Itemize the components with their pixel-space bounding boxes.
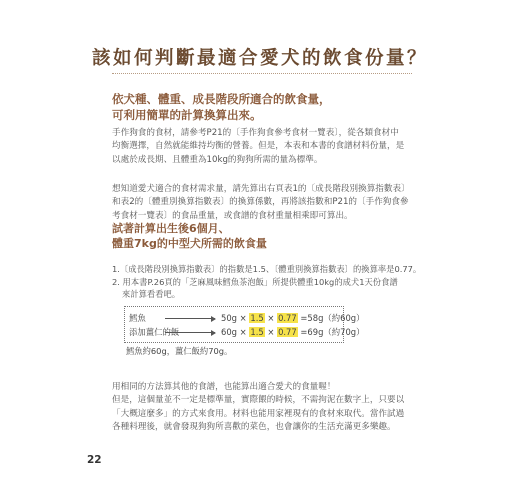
intro-subtitle — [112, 91, 422, 123]
calc-row-formula — [221, 326, 364, 338]
paragraph-closing — [112, 381, 422, 435]
times-sign: × — [239, 327, 247, 337]
paragraph-ingredients — [112, 127, 422, 167]
paragraph-line: 想知道愛犬適合的食材需求量，請先算出右頁表1的〔成長階段別換算指數表〕 — [112, 184, 410, 194]
calculation-steps — [112, 263, 432, 301]
page-number: 22 — [87, 454, 102, 466]
example-subtitle-line: 試著計算出生後6個月、 — [112, 222, 230, 235]
intro-subtitle-line: 可利用簡單的計算換算出來。 — [112, 108, 262, 122]
calc-result: =58g（約60g） — [300, 313, 365, 323]
paragraph-line: 各種料理後，就會發現狗狗所喜歡的菜色，也會讓你的生活充滿更多樂趣。 — [112, 422, 396, 433]
times-sign: × — [239, 313, 247, 323]
calc-base: 60g — [221, 327, 237, 337]
weight-factor: 0.77 — [278, 313, 297, 323]
calc-row-formula — [221, 312, 364, 324]
calc-row-rice — [125, 326, 365, 338]
paragraph-line: 考食材一覽表〕的食品重量，或食譜的食材重量相乘即可算出。 — [112, 210, 353, 221]
weight-factor: 0.77 — [278, 327, 297, 337]
arrow-icon — [165, 318, 215, 319]
growth-factor: 1.5 — [250, 313, 264, 323]
example-subtitle — [112, 221, 422, 251]
paragraph-line: 但是，這個量並不一定是標準量，實際餵的時候，不需拘泥在數字上，只要以 — [112, 395, 405, 406]
growth-factor: 1.5 — [250, 327, 264, 337]
calc-row-fish — [125, 312, 365, 324]
calc-summary: 鱈魚約60g，薑仁飯約70g。 — [126, 346, 233, 356]
times-sign: × — [267, 313, 275, 323]
paragraph-line: 手作狗食的食材，請參考P21的〔手作狗食參考食材一覽表〕，從各類食材中 — [112, 128, 399, 138]
calc-base: 50g — [221, 313, 237, 323]
page-title: 該如何判斷最適合愛犬的飲食份量？ — [91, 48, 428, 69]
step-2-continued: 來計算看看吧。 — [122, 289, 181, 299]
step-2: 2. 用本書P.26頁的「芝麻風味鱈魚茶泡飯」所提供體重10kg的成犬1天份食譜 — [112, 276, 398, 287]
paragraph-line: 和表2的〔體重別換算指數表〕的換算係數，再將該指數和P21的〔手作狗食參 — [112, 197, 409, 208]
calc-row-label: 添加薑仁的飯 — [129, 327, 180, 337]
intro-subtitle-line: 依犬種、體重、成長階段所適合的飲食量， — [112, 92, 331, 106]
paragraph-line: 均衡選擇，自然就能維持均衡的營養。但是，本表和本書的食譜材料份量，是 — [112, 141, 405, 152]
paragraph-calculation — [112, 183, 422, 223]
example-subtitle-line: 體重7kg的中型犬所需的飲食量 — [112, 237, 267, 250]
step-1: 1.〔成長階段別換算指數表〕的指數是1.5、〔體重別換算指數表〕的換算率是0.77。 — [112, 264, 422, 274]
calc-result: =69g（約70g） — [300, 327, 365, 337]
paragraph-line: 用相同的方法算其他的食譜，也能算出適合愛犬的食量喔！ — [112, 382, 336, 392]
times-sign: × — [267, 327, 275, 337]
paragraph-line: 以處於成長期、且體重為10kg的狗狗所需的量為標準。 — [112, 154, 323, 165]
calculation-box — [124, 306, 365, 343]
title-divider — [112, 73, 412, 74]
calc-row-label: 鱈魚 — [129, 313, 146, 323]
paragraph-line: 「大概這麼多」的方式來食用。材料也能用家裡現有的食材來取代。當作試過 — [112, 408, 405, 419]
arrow-icon — [165, 332, 215, 333]
